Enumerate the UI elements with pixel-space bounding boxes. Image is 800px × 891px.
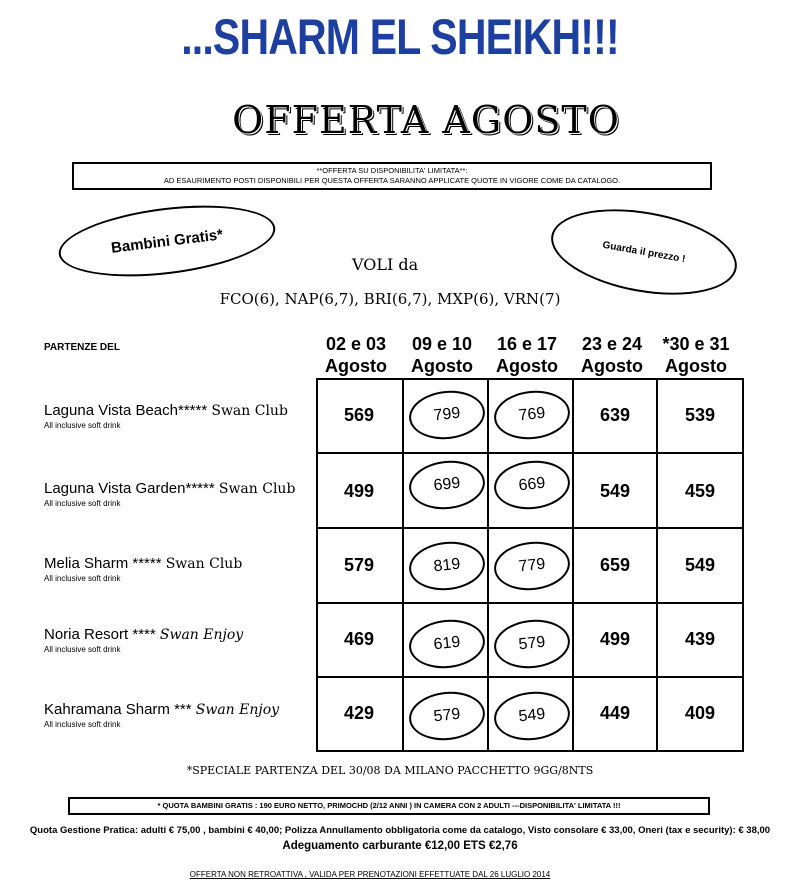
circled-price: 799 xyxy=(407,387,488,443)
circled-price: 549 xyxy=(492,688,573,744)
price-cell: 499 xyxy=(343,481,375,501)
departures-label: PARTENZE DEL xyxy=(44,342,120,353)
price-cell: 549 xyxy=(599,481,631,501)
hotel-club: Swan Club xyxy=(218,481,296,497)
hotel-name: Laguna Vista Beach***** xyxy=(44,402,208,419)
column-header-dates: *30 e 31 xyxy=(662,334,730,354)
circled-price: 779 xyxy=(492,538,573,594)
hotel-club: Swan Club xyxy=(165,556,243,572)
price-cell: 409 xyxy=(684,703,716,723)
hotel-row-label xyxy=(44,480,295,508)
circled-price: 769 xyxy=(492,387,573,443)
price-cell: 579 xyxy=(343,555,375,575)
price-cell: 449 xyxy=(599,703,631,723)
column-header-dates: 16 e 17 xyxy=(496,334,558,354)
airports-list: FCO(6), NAP(6,7), BRI(6,7), MXP(6), VRN(7) xyxy=(219,290,561,308)
hotel-club: Swan Club xyxy=(211,403,288,419)
price-cell: 539 xyxy=(684,405,716,425)
quota-gestione-note: Quota Gestione Pratica: adulti € 75,00 , bambini € 40,00; Polizza Annullamento obbligatoria come da catalogo, Visto consolare € 33,00, Oneri (tax e security): € 38,00 xyxy=(29,825,771,836)
fuel-surcharge-note: Adeguamento carburante €12,00 ETS €2,76 xyxy=(282,840,518,852)
column-header-dates: 09 e 10 xyxy=(411,334,473,354)
price-cell: 639 xyxy=(599,405,631,425)
price-cell: 659 xyxy=(599,555,631,575)
column-header-month: Agosto xyxy=(581,356,643,376)
bambini-gratis-badge xyxy=(55,195,279,287)
column-header-month: Agosto xyxy=(411,356,473,376)
hotel-note: All inclusive soft drink xyxy=(44,499,121,508)
column-header-dates: 02 e 03 xyxy=(325,334,387,354)
flights-label: VOLI da xyxy=(352,255,419,274)
price-cell: 429 xyxy=(343,703,375,723)
quota-bambini-box: * QUOTA BAMBINI GRATIS : 190 EURO NETTO, PRIMOCHD (2/12 ANNI ) IN CAMERA CON 2 ADULTI ---DISPONIBILITA' LIMITATA !!! xyxy=(68,797,710,815)
column-header xyxy=(402,333,482,377)
circled-price: 579 xyxy=(492,616,573,672)
price-cell: 569 xyxy=(343,405,375,425)
hotel-note: All inclusive soft drink xyxy=(44,645,121,654)
hotel-name: Noria Resort **** xyxy=(44,626,156,643)
column-header-dates: 23 e 24 xyxy=(581,334,643,354)
page-subtitle: OFFERTA AGOSTO xyxy=(232,98,620,142)
circled-price: 669 xyxy=(492,457,573,513)
price-cell: 499 xyxy=(599,629,631,649)
hotel-club: Swan Enjoy xyxy=(195,702,280,718)
limited-offer-notice xyxy=(72,162,712,190)
price-cell: 549 xyxy=(684,555,716,575)
hotel-club: Swan Enjoy xyxy=(159,627,244,643)
hotel-name: Kahramana Sharm *** xyxy=(44,701,192,718)
column-header xyxy=(316,333,396,377)
special-departure-note: *SPECIALE PARTENZA DEL 30/08 DA MILANO PACCHETTO 9GG/8NTS xyxy=(186,764,594,777)
column-header xyxy=(487,333,567,377)
bambini-gratis-label: Bambini Gratis* xyxy=(110,225,224,257)
circled-price: 699 xyxy=(407,457,488,513)
guarda-prezzo-label: Guarda il prezzo ! xyxy=(601,239,687,265)
hotel-row-label xyxy=(44,402,288,430)
circled-price: 819 xyxy=(407,538,488,594)
notice-line-1: **OFFERTA SU DISPONIBILITA' LIMITATA**: xyxy=(316,166,468,175)
validity-note: OFFERTA NON RETROATTIVA , VALIDA PER PRENOTAZIONI EFFETTUATE DAL 26 LUGLIO 2014 xyxy=(189,870,551,879)
column-header xyxy=(656,333,736,377)
hotel-row-label xyxy=(44,626,243,654)
page-title: ...SHARM EL SHEIKH!!! xyxy=(181,9,619,65)
price-cell: 439 xyxy=(684,629,716,649)
column-header xyxy=(572,333,652,377)
hotel-note: All inclusive soft drink xyxy=(44,720,121,729)
column-header-month: Agosto xyxy=(665,356,727,376)
circled-price: 579 xyxy=(407,688,488,744)
column-header-month: Agosto xyxy=(496,356,558,376)
hotel-name: Melia Sharm ***** xyxy=(44,555,162,572)
circled-price: 619 xyxy=(407,616,488,672)
notice-line-2: AD ESAURIMENTO POSTI DISPONIBILI PER QUESTA OFFERTA SARANNO APPLICATE QUOTE IN VIGORE COME DA CATALOGO. xyxy=(163,176,621,185)
hotel-row-label xyxy=(44,701,279,729)
hotel-row-label xyxy=(44,555,242,583)
hotel-name: Laguna Vista Garden***** xyxy=(44,480,215,497)
hotel-note: All inclusive soft drink xyxy=(44,574,121,583)
column-header-month: Agosto xyxy=(325,356,387,376)
price-cell: 459 xyxy=(684,481,716,501)
price-cell: 469 xyxy=(343,629,375,649)
hotel-note: All inclusive soft drink xyxy=(44,421,121,430)
